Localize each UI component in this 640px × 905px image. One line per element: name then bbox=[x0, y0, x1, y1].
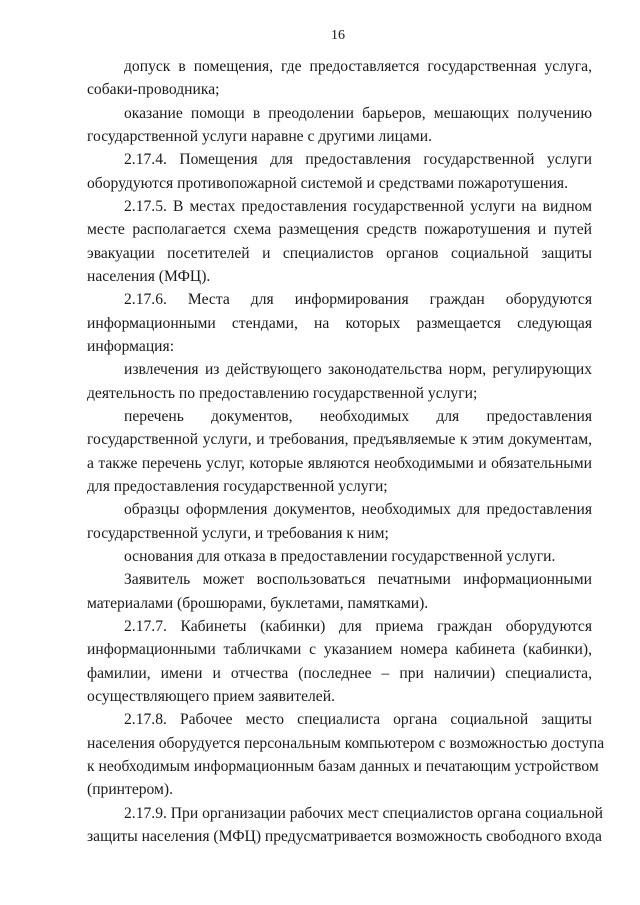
text-line: защиты населения (МФЦ) предусматривается возможность свободного входа bbox=[87, 827, 602, 845]
paragraph bbox=[87, 802, 604, 849]
text-line: 2.17.5. В местах предоставления государственной услуги на видном bbox=[124, 197, 592, 215]
text-line: 2.17.9. При организации рабочих мест специалистов органа социальной bbox=[124, 804, 604, 822]
paragraph bbox=[87, 545, 592, 568]
text-line: месте располагается схема размещения средств пожаротушения и путей bbox=[87, 221, 592, 239]
paragraph bbox=[87, 405, 592, 498]
text-line: 2.17.7. Кабинеты (кабинки) для приема граждан оборудуются bbox=[124, 617, 592, 635]
text-line: 2.17.8. Рабочее место специалиста органа социальной защиты bbox=[124, 711, 592, 729]
paragraph bbox=[87, 615, 592, 708]
paragraph bbox=[87, 55, 592, 102]
text-line: образцы оформления документов, необходимых для предоставления bbox=[124, 501, 592, 519]
text-line: населения оборудуется персональным компьютером с возможностью доступа bbox=[87, 734, 605, 752]
text-line: оказание помощи в преодолении барьеров, мешающих получению bbox=[124, 104, 592, 122]
text-line: для предоставления государственной услуги; bbox=[87, 477, 388, 495]
document-body bbox=[87, 55, 605, 848]
paragraph bbox=[87, 498, 592, 545]
text-line: деятельность по предоставлению государственной услуги; bbox=[87, 384, 478, 402]
paragraph bbox=[87, 148, 592, 195]
text-line: допуск в помещения, где предоставляется государственная услуга, bbox=[124, 58, 592, 75]
paragraph bbox=[87, 195, 592, 288]
text-line: оборудуются противопожарной системой и средствами пожаротушения. bbox=[87, 174, 568, 192]
paragraph bbox=[87, 358, 592, 405]
text-line: фамилии, имени и отчества (последнее – при наличии) специалиста, bbox=[87, 664, 592, 682]
text-line: основания для отказа в предоставлении государственной услуги. bbox=[124, 547, 556, 565]
paragraph bbox=[87, 102, 592, 149]
text-line: населения (МФЦ). bbox=[87, 267, 211, 285]
text-line: информационными стендами, на которых размещается следующая bbox=[87, 314, 592, 332]
text-line: (принтером). bbox=[87, 781, 174, 799]
text-line: Заявитель может воспользоваться печатными информационными bbox=[124, 571, 592, 589]
page-number: 16 bbox=[331, 28, 345, 43]
text-line: а также перечень услуг, которые являются необходимыми и обязательными bbox=[87, 454, 592, 472]
text-line: собаки-проводника; bbox=[87, 81, 220, 99]
text-line: 2.17.4. Помещения для предоставления государственной услуги bbox=[124, 151, 592, 169]
text-line: эвакуации посетителей и специалистов органов социальной защиты bbox=[87, 244, 592, 262]
text-line: государственной услуги наравне с другими лицами. bbox=[87, 127, 432, 145]
text-line: 2.17.6. Места для информирования граждан оборудуются bbox=[124, 291, 592, 309]
paragraph bbox=[87, 568, 592, 615]
text-line: информационными табличками с указанием номера кабинета (кабинки), bbox=[87, 641, 592, 659]
text-line: информация: bbox=[87, 337, 175, 355]
text-line: осуществляющего прием заявителей. bbox=[87, 687, 335, 705]
paragraph bbox=[87, 708, 605, 801]
text-line: к необходимым информационным базам данных и печатающим устройством bbox=[87, 757, 599, 775]
text-line: материалами (брошюрами, буклетами, памятками). bbox=[87, 594, 429, 612]
text-line: перечень документов, необходимых для предоставления bbox=[124, 407, 592, 425]
text-line: извлечения из действующего законодательства норм, регулирующих bbox=[124, 361, 592, 379]
text-line: государственной услуги, и требования, предъявляемые к этим документам, bbox=[87, 431, 592, 449]
text-line: государственной услуги, и требования к ним; bbox=[87, 524, 389, 542]
paragraph bbox=[87, 288, 592, 358]
